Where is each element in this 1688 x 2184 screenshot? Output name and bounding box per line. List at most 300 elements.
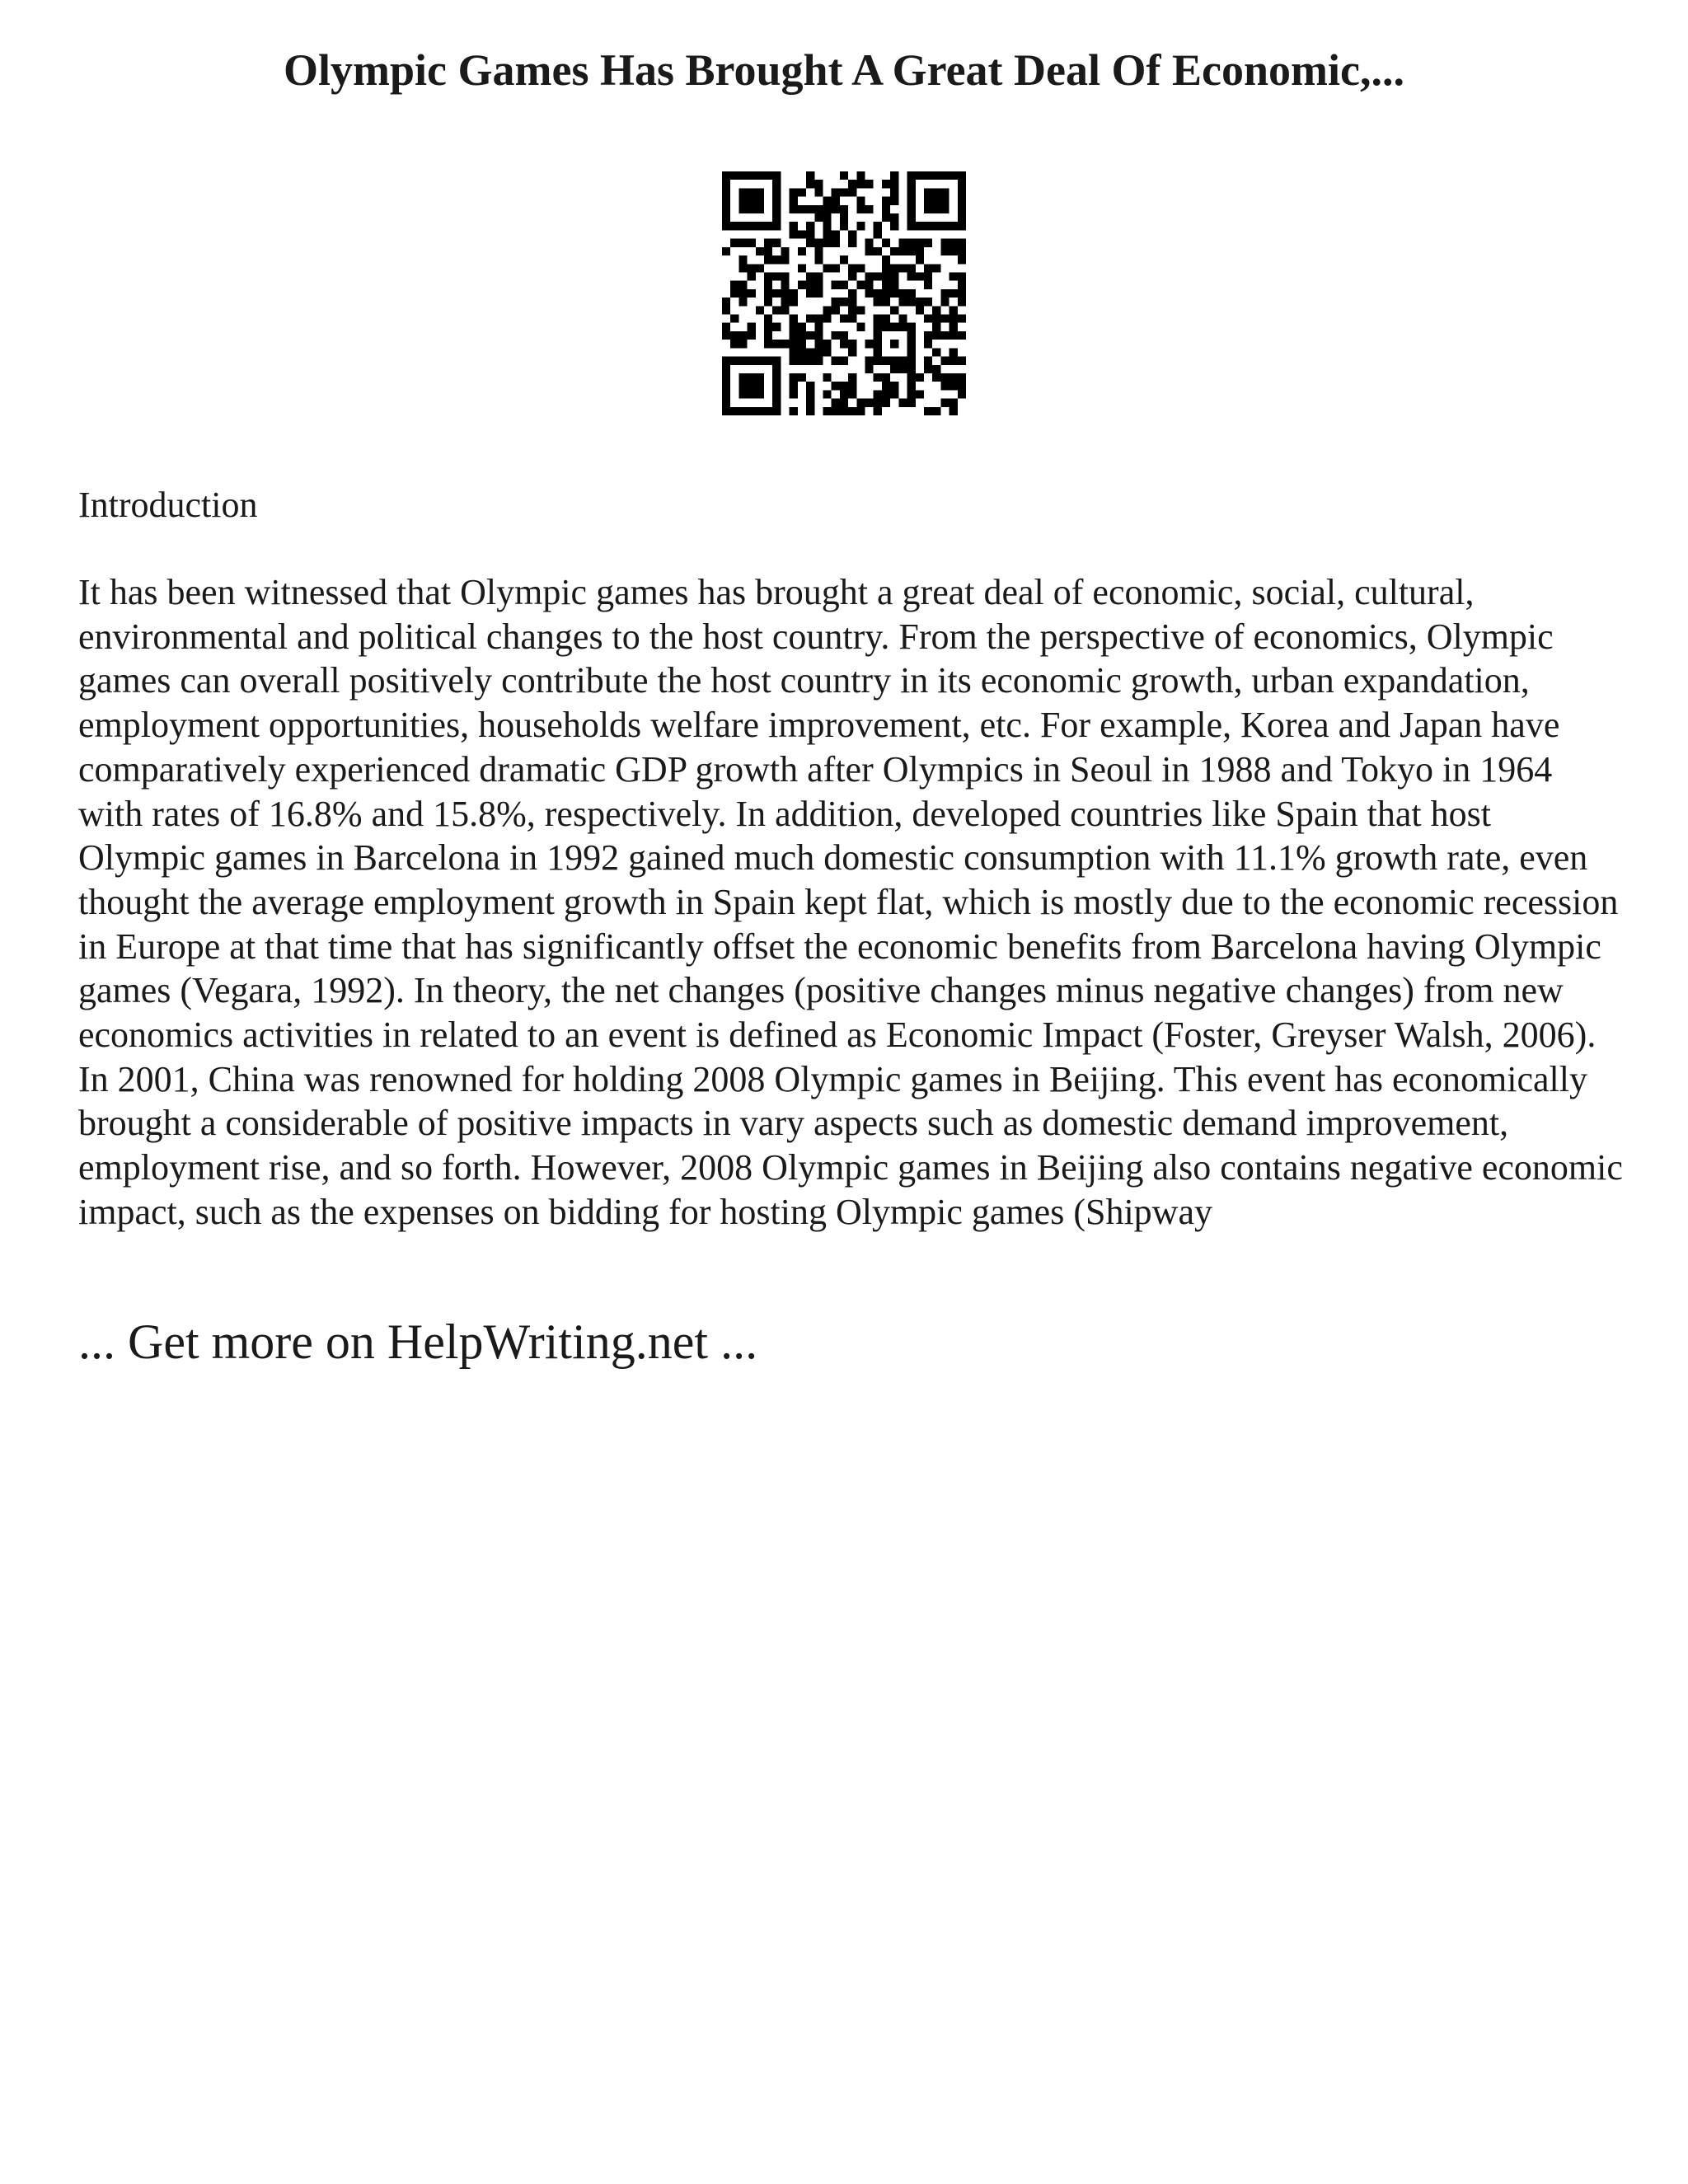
- qr-module: [832, 264, 840, 272]
- qr-module: [806, 171, 814, 180]
- qr-module: [748, 197, 756, 205]
- qr-module: [738, 264, 747, 272]
- qr-module: [738, 331, 747, 340]
- qr-module: [806, 222, 814, 230]
- qr-module: [840, 399, 848, 407]
- qr-module: [756, 373, 764, 382]
- qr-module: [722, 213, 730, 222]
- qr-module: [890, 306, 898, 314]
- qr-module: [950, 407, 958, 415]
- qr-module: [890, 222, 898, 230]
- qr-module: [856, 281, 865, 289]
- qr-module: [916, 390, 924, 398]
- qr-module: [814, 357, 823, 365]
- qr-module: [898, 264, 907, 272]
- qr-module: [907, 205, 916, 213]
- qr-module: [882, 357, 890, 365]
- qr-module: [874, 247, 882, 255]
- qr-module: [814, 247, 823, 255]
- qr-module: [958, 180, 966, 188]
- qr-module: [890, 281, 898, 289]
- qr-module: [832, 205, 840, 213]
- qr-module: [823, 407, 831, 415]
- qr-module: [848, 264, 856, 272]
- page-title: Olympic Games Has Brought A Great Deal Of Economic,...: [284, 45, 1404, 95]
- qr-module: [840, 331, 848, 340]
- qr-module: [865, 281, 874, 289]
- qr-module: [814, 289, 823, 298]
- qr-module: [958, 281, 966, 289]
- qr-module: [856, 407, 865, 415]
- qr-module: [874, 399, 882, 407]
- qr-module: [907, 239, 916, 247]
- qr-module: [848, 390, 856, 398]
- qr-module: [798, 264, 806, 272]
- qr-module: [798, 357, 806, 365]
- qr-module: [848, 298, 856, 306]
- qr-module: [907, 340, 916, 348]
- qr-module: [823, 213, 831, 222]
- qr-module: [865, 357, 874, 365]
- qr-module: [764, 357, 772, 365]
- qr-module: [823, 315, 831, 323]
- qr-module: [958, 188, 966, 196]
- qr-module: [764, 281, 772, 289]
- qr-module: [772, 188, 781, 196]
- qr-module: [823, 373, 831, 382]
- qr-module: [856, 399, 865, 407]
- qr-module: [730, 357, 738, 365]
- qr-module: [874, 407, 882, 415]
- qr-module: [840, 188, 848, 196]
- qr-module: [856, 205, 865, 213]
- qr-module: [756, 197, 764, 205]
- qr-module: [916, 222, 924, 230]
- qr-module: [882, 180, 890, 188]
- qr-module: [840, 407, 848, 415]
- qr-module: [748, 357, 756, 365]
- qr-module: [772, 213, 781, 222]
- qr-module: [748, 222, 756, 230]
- qr-module: [764, 315, 772, 323]
- qr-module: [958, 382, 966, 390]
- qr-module: [772, 382, 781, 390]
- qr-module: [958, 373, 966, 382]
- qr-module: [764, 247, 772, 255]
- qr-module: [898, 315, 907, 323]
- qr-module: [772, 222, 781, 230]
- qr-module: [882, 272, 890, 280]
- qr-module: [940, 205, 949, 213]
- qr-module: [722, 331, 730, 340]
- qr-module: [748, 272, 756, 280]
- qr-module: [781, 272, 789, 280]
- qr-module: [882, 382, 890, 390]
- qr-module: [790, 298, 798, 306]
- qr-module: [730, 340, 738, 348]
- qr-module: [806, 407, 814, 415]
- qr-module: [848, 348, 856, 356]
- qr-module: [764, 340, 772, 348]
- qr-module: [772, 306, 781, 314]
- qr-module: [907, 365, 916, 373]
- qr-module: [806, 205, 814, 213]
- qr-module: [790, 340, 798, 348]
- qr-module: [722, 306, 730, 314]
- qr-module: [874, 230, 882, 238]
- qr-module: [738, 390, 747, 398]
- qr-module: [814, 239, 823, 247]
- qr-module: [814, 213, 823, 222]
- qr-module: [924, 171, 932, 180]
- qr-module: [806, 357, 814, 365]
- qr-module: [890, 323, 898, 331]
- qr-module: [932, 197, 940, 205]
- qr-module: [924, 365, 932, 373]
- qr-module: [790, 197, 798, 205]
- qr-module: [907, 399, 916, 407]
- qr-module: [722, 298, 730, 306]
- qr-module: [781, 340, 789, 348]
- qr-module: [738, 197, 747, 205]
- qr-module: [874, 348, 882, 356]
- qr-module: [722, 197, 730, 205]
- qr-module: [856, 323, 865, 331]
- qr-module: [865, 272, 874, 280]
- qr-module: [748, 323, 756, 331]
- qr-module: [932, 205, 940, 213]
- qr-module: [924, 205, 932, 213]
- qr-module: [781, 298, 789, 306]
- qr-module: [950, 222, 958, 230]
- qr-module: [916, 306, 924, 314]
- qr-module: [932, 188, 940, 196]
- qr-module: [814, 255, 823, 264]
- qr-module: [748, 331, 756, 340]
- qr-module: [958, 390, 966, 398]
- qr-module: [958, 357, 966, 365]
- qr-module: [730, 407, 738, 415]
- qr-module: [738, 281, 747, 289]
- qr-module: [898, 365, 907, 373]
- qr-module: [781, 289, 789, 298]
- qr-module: [890, 197, 898, 205]
- qr-module: [738, 222, 747, 230]
- qr-module: [772, 390, 781, 398]
- qr-module: [756, 188, 764, 196]
- qr-module: [764, 239, 772, 247]
- qr-module: [890, 171, 898, 180]
- qr-module: [890, 188, 898, 196]
- get-more-link[interactable]: ... Get more on HelpWriting.net ...: [78, 1315, 758, 1369]
- qr-module: [940, 188, 949, 196]
- qr-module: [932, 264, 940, 272]
- qr-module: [950, 247, 958, 255]
- qr-module: [738, 373, 747, 382]
- qr-module: [874, 272, 882, 280]
- qr-module: [832, 281, 840, 289]
- qr-module: [907, 382, 916, 390]
- qr-module: [882, 373, 890, 382]
- qr-module: [722, 205, 730, 213]
- qr-module: [790, 315, 798, 323]
- qr-module: [898, 247, 907, 255]
- qr-module: [790, 289, 798, 298]
- qr-module: [958, 171, 966, 180]
- qr-module: [916, 255, 924, 264]
- qr-code-icon: [722, 171, 966, 415]
- qr-module: [748, 373, 756, 382]
- qr-module: [823, 197, 831, 205]
- qr-module: [823, 390, 831, 398]
- qr-module: [772, 373, 781, 382]
- qr-module: [882, 213, 890, 222]
- qr-module: [848, 306, 856, 314]
- qr-module: [848, 289, 856, 298]
- qr-module: [916, 239, 924, 247]
- qr-module: [958, 205, 966, 213]
- qr-module: [781, 281, 789, 289]
- qr-module: [890, 264, 898, 272]
- qr-module: [950, 331, 958, 340]
- qr-module: [940, 373, 949, 382]
- qr-module: [848, 382, 856, 390]
- qr-module: [916, 298, 924, 306]
- qr-module: [730, 281, 738, 289]
- qr-module: [840, 222, 848, 230]
- qr-module: [874, 315, 882, 323]
- qr-module: [940, 197, 949, 205]
- qr-module: [748, 289, 756, 298]
- qr-module: [738, 255, 747, 264]
- qr-module: [932, 171, 940, 180]
- qr-module: [814, 281, 823, 289]
- qr-module: [924, 197, 932, 205]
- qr-module: [814, 188, 823, 196]
- qr-module: [840, 382, 848, 390]
- qr-module: [798, 340, 806, 348]
- qr-module: [924, 331, 932, 340]
- qr-module: [798, 205, 806, 213]
- qr-module: [907, 247, 916, 255]
- qr-module: [748, 382, 756, 390]
- qr-module: [730, 239, 738, 247]
- qr-module: [806, 315, 814, 323]
- qr-module: [756, 382, 764, 390]
- qr-module: [940, 382, 949, 390]
- qr-module: [806, 348, 814, 356]
- qr-module: [806, 289, 814, 298]
- qr-module: [856, 197, 865, 205]
- qr-module: [772, 197, 781, 205]
- qr-module: [823, 239, 831, 247]
- qr-module: [907, 171, 916, 180]
- qr-module: [865, 239, 874, 247]
- qr-module: [814, 348, 823, 356]
- qr-module: [790, 222, 798, 230]
- qr-module: [748, 264, 756, 272]
- qr-module: [874, 390, 882, 398]
- qr-module: [722, 323, 730, 331]
- qr-module: [882, 315, 890, 323]
- qr-module: [874, 323, 882, 331]
- qr-module: [823, 205, 831, 213]
- qr-module: [722, 382, 730, 390]
- qr-module: [832, 197, 840, 205]
- qr-module: [814, 205, 823, 213]
- qr-module: [890, 289, 898, 298]
- qr-module: [832, 298, 840, 306]
- qr-module: [756, 390, 764, 398]
- qr-module: [748, 390, 756, 398]
- qr-module: [840, 171, 848, 180]
- qr-module: [848, 230, 856, 238]
- qr-module: [882, 390, 890, 398]
- qr-module: [958, 247, 966, 255]
- qr-module: [840, 205, 848, 213]
- qr-module: [890, 357, 898, 365]
- qr-module: [882, 205, 890, 213]
- qr-module: [790, 188, 798, 196]
- qr-module: [823, 340, 831, 348]
- qr-module: [738, 340, 747, 348]
- qr-module: [865, 247, 874, 255]
- qr-module: [738, 407, 747, 415]
- qr-module: [722, 247, 730, 255]
- qr-module: [940, 331, 949, 340]
- qr-module: [722, 180, 730, 188]
- qr-module: [722, 188, 730, 196]
- qr-module: [748, 188, 756, 196]
- qr-module: [823, 222, 831, 230]
- qr-module: [916, 272, 924, 280]
- qr-module: [907, 272, 916, 280]
- qr-module: [907, 222, 916, 230]
- qr-module: [840, 315, 848, 323]
- qr-module: [806, 230, 814, 238]
- qr-module: [958, 213, 966, 222]
- section-heading: Introduction: [78, 485, 258, 525]
- qr-module: [722, 365, 730, 373]
- qr-module: [823, 230, 831, 238]
- qr-module: [832, 306, 840, 314]
- qr-module: [907, 348, 916, 356]
- qr-module: [958, 197, 966, 205]
- qr-module: [940, 298, 949, 306]
- qr-module: [832, 399, 840, 407]
- qr-module: [932, 331, 940, 340]
- qr-module: [958, 298, 966, 306]
- qr-module: [722, 390, 730, 398]
- qr-module: [772, 399, 781, 407]
- qr-module: [907, 357, 916, 365]
- qr-module: [781, 247, 789, 255]
- qr-module: [832, 382, 840, 390]
- qr-module: [932, 365, 940, 373]
- qr-module: [806, 382, 814, 390]
- qr-module: [738, 289, 747, 298]
- qr-module: [856, 306, 865, 314]
- qr-module: [806, 180, 814, 188]
- qr-module: [738, 171, 747, 180]
- qr-module: [907, 213, 916, 222]
- qr-module: [882, 399, 890, 407]
- qr-module: [950, 272, 958, 280]
- qr-module: [772, 289, 781, 298]
- qr-module: [916, 373, 924, 382]
- qr-module: [772, 255, 781, 264]
- qr-module: [730, 289, 738, 298]
- qr-module: [950, 399, 958, 407]
- qr-module: [932, 373, 940, 382]
- qr-module: [772, 407, 781, 415]
- qr-module: [790, 407, 798, 415]
- qr-module: [907, 180, 916, 188]
- qr-module: [924, 281, 932, 289]
- qr-module: [907, 264, 916, 272]
- qr-module: [772, 323, 781, 331]
- qr-module: [865, 365, 874, 373]
- qr-module: [764, 255, 772, 264]
- qr-module: [814, 323, 823, 331]
- qr-module: [848, 188, 856, 196]
- qr-module: [756, 171, 764, 180]
- qr-module: [772, 340, 781, 348]
- qr-module: [848, 373, 856, 382]
- qr-module: [890, 247, 898, 255]
- qr-module: [865, 289, 874, 298]
- qr-module: [738, 239, 747, 247]
- qr-module: [790, 205, 798, 213]
- qr-module: [814, 331, 823, 340]
- qr-module: [874, 357, 882, 365]
- qr-module: [950, 306, 958, 314]
- qr-module: [907, 197, 916, 205]
- qr-module: [823, 348, 831, 356]
- qr-module: [940, 289, 949, 298]
- qr-module: [874, 289, 882, 298]
- qr-module: [832, 239, 840, 247]
- qr-module: [832, 407, 840, 415]
- qr-module: [806, 239, 814, 247]
- qr-module: [790, 348, 798, 356]
- qr-module: [832, 357, 840, 365]
- qr-module: [907, 323, 916, 331]
- qr-module: [798, 188, 806, 196]
- qr-module: [898, 239, 907, 247]
- qr-module: [840, 357, 848, 365]
- qr-module: [882, 323, 890, 331]
- qr-module: [890, 382, 898, 390]
- qr-module: [924, 264, 932, 272]
- qr-module: [756, 407, 764, 415]
- qr-module: [764, 272, 772, 280]
- qr-module: [848, 340, 856, 348]
- qr-module: [781, 255, 789, 264]
- qr-module: [772, 272, 781, 280]
- qr-module: [848, 407, 856, 415]
- qr-module: [940, 247, 949, 255]
- qr-module: [840, 298, 848, 306]
- qr-module: [924, 188, 932, 196]
- qr-module: [890, 272, 898, 280]
- qr-module: [848, 180, 856, 188]
- qr-module: [772, 239, 781, 247]
- qr-module: [798, 331, 806, 340]
- qr-module: [756, 222, 764, 230]
- qr-module: [932, 306, 940, 314]
- qr-module: [781, 306, 789, 314]
